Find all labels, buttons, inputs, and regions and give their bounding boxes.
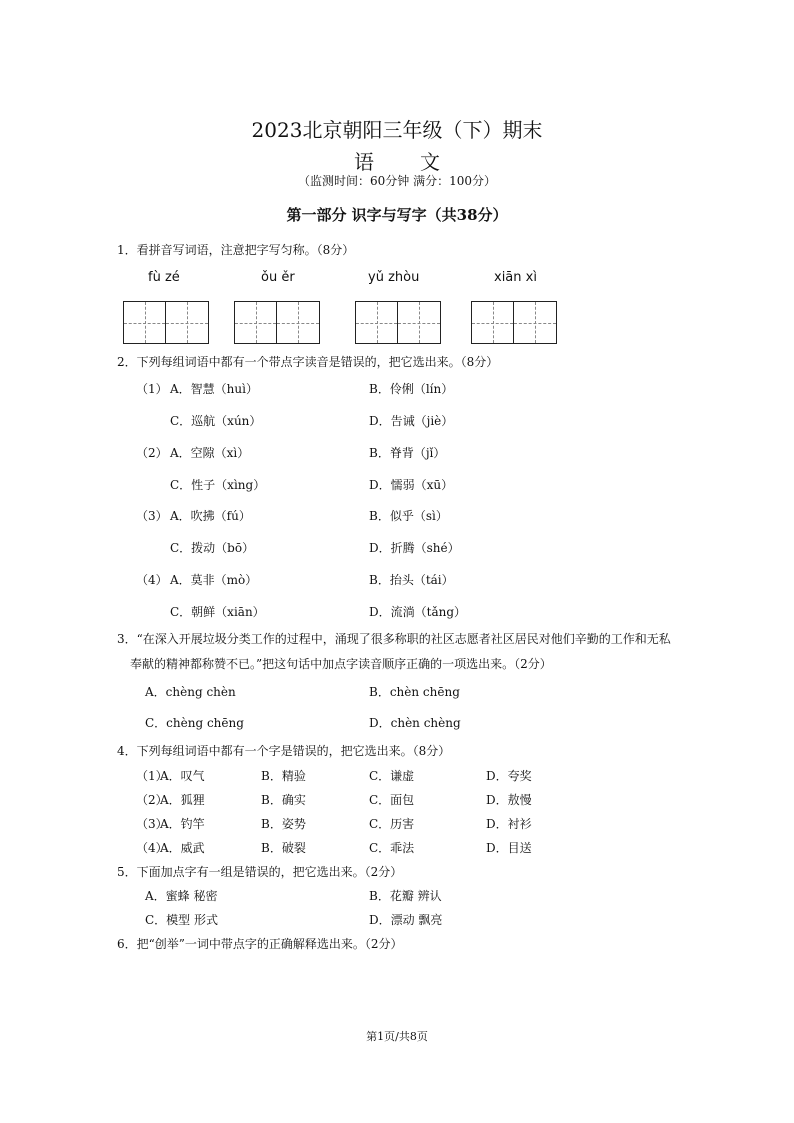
writing-grid-4[interactable] <box>471 301 557 344</box>
q4-r4-option-c[interactable]: C．乖法 <box>369 841 415 855</box>
q2-g4-option-c[interactable]: C．朝鲜（xiān） <box>170 605 265 619</box>
q2-group4-num: （4） <box>136 573 168 587</box>
q1-pinyin-3: yǔ zhòu <box>368 270 420 285</box>
q3-stem-line1: 3．“在深入开展垃圾分类工作的过程中，涌现了很多称职的社区志愿者社区居民对他们辛勤的工作和无私 <box>117 632 671 646</box>
q4-r4-option-b[interactable]: B．破裂 <box>261 841 306 855</box>
q5-option-a[interactable]: A．蜜蜂 秘密 <box>145 889 218 903</box>
q4-r2-option-b[interactable]: B．确实 <box>261 793 306 807</box>
q4-stem: 4．下列每组词语中都有一个字是错误的，把它选出来。（8分） <box>117 744 451 758</box>
q2-g3-option-c[interactable]: C．拨动（bō） <box>170 541 255 555</box>
subject-title <box>0 146 794 175</box>
q4-r3-option-c[interactable]: C．历害 <box>369 817 415 831</box>
q2-g1-option-c[interactable]: C．巡航（xún） <box>170 414 262 428</box>
q2-group1-num: （1） <box>136 382 168 396</box>
q2-stem: 2．下列每组词语中都有一个带点字读音是错误的，把它选出来。（8分） <box>117 355 499 369</box>
exam-meta: （监测时间：60分钟 满分：100分） <box>298 174 496 188</box>
q3-option-a[interactable]: A．chèng chèn <box>145 685 236 699</box>
q4-r4-option-d[interactable]: D．目送 <box>486 841 532 855</box>
q1-pinyin-1: fù zé <box>148 270 180 285</box>
writing-grid-3[interactable] <box>355 301 441 344</box>
q5-option-c[interactable]: C．模型 形式 <box>145 913 218 927</box>
q2-g2-option-c[interactable]: C．性子（xìng） <box>170 478 266 492</box>
subject-left-char: 语 <box>354 150 374 174</box>
q2-g3-option-b[interactable]: B．似乎（sì） <box>369 509 448 523</box>
q2-g3-option-a[interactable]: A．吹拂（fú） <box>170 509 251 523</box>
q2-g4-option-d[interactable]: D．流淌（tǎng） <box>369 605 467 619</box>
q3-option-d[interactable]: D．chèn chèng <box>369 716 461 730</box>
q2-g2-option-b[interactable]: B．脊背（jǐ） <box>369 446 446 460</box>
subject-right-char: 文 <box>420 150 440 174</box>
q2-g1-option-d[interactable]: D．告诫（jiè） <box>369 414 454 428</box>
page-number: 第1页/共8页 <box>366 1030 428 1043</box>
q2-g1-option-a[interactable]: A．智慧（huì） <box>170 382 258 396</box>
q3-stem-line2: 奉献的精神都称赞不已。”把这句话中加点字读音顺序正确的一项选出来。（2分） <box>130 657 552 671</box>
q4-r1-option-b[interactable]: B．精验 <box>261 769 306 783</box>
q4-row1-num: （1） <box>136 769 168 783</box>
q5-option-b[interactable]: B．花瓣 辨认 <box>369 889 442 903</box>
q4-r3-option-d[interactable]: D．衬衫 <box>486 817 532 831</box>
writing-grid-2[interactable] <box>234 301 320 344</box>
q4-row4-num: （4） <box>136 841 168 855</box>
q2-group3-num: （3） <box>136 509 168 523</box>
q4-r1-option-a[interactable]: A．叹气 <box>160 769 205 783</box>
q5-stem: 5．下面加点字有一组是错误的，把它选出来。（2分） <box>117 865 403 879</box>
q3-option-c[interactable]: C．chèng chēng <box>145 716 244 730</box>
q6-stem: 6．把“创举”一词中带点字的正确解释选出来。（2分） <box>117 937 403 951</box>
q2-group2-num: （2） <box>136 446 168 460</box>
q2-g4-option-b[interactable]: B．抬头（tái） <box>369 573 454 587</box>
q4-r2-option-d[interactable]: D．敖慢 <box>486 793 532 807</box>
q5-option-d[interactable]: D．漂动 飘亮 <box>369 913 443 927</box>
exam-title: 2023北京朝阳三年级（下）期末 <box>251 118 543 142</box>
part1-title: 第一部分 识字与写字（共38分） <box>286 206 508 224</box>
q4-r1-option-c[interactable]: C．谦虚 <box>369 769 415 783</box>
q1-stem: 1．看拼音写词语，注意把字写匀称。（8分） <box>117 243 355 257</box>
q4-row3-num: （3） <box>136 817 168 831</box>
q2-g1-option-b[interactable]: B．伶俐（lín） <box>369 382 454 396</box>
q3-option-b[interactable]: B．chèn chēng <box>369 685 460 699</box>
q4-r2-option-a[interactable]: A．狐狸 <box>160 793 205 807</box>
q4-r4-option-a[interactable]: A．威武 <box>160 841 205 855</box>
q4-r1-option-d[interactable]: D．夸奖 <box>486 769 532 783</box>
q4-r2-option-c[interactable]: C．面包 <box>369 793 415 807</box>
q2-g2-option-d[interactable]: D．懦弱（xū） <box>369 478 454 492</box>
q1-pinyin-2: ǒu ěr <box>261 270 295 285</box>
q4-row2-num: （2） <box>136 793 168 807</box>
q2-g3-option-d[interactable]: D．折腾（shé） <box>369 541 460 555</box>
q1-pinyin-4: xiān xì <box>494 270 537 285</box>
q4-r3-option-a[interactable]: A．钓竿 <box>160 817 205 831</box>
writing-grid-1[interactable] <box>123 301 209 344</box>
q4-r3-option-b[interactable]: B．姿势 <box>261 817 306 831</box>
q2-g4-option-a[interactable]: A．莫非（mò） <box>170 573 258 587</box>
q2-g2-option-a[interactable]: A．空隙（xì） <box>170 446 250 460</box>
